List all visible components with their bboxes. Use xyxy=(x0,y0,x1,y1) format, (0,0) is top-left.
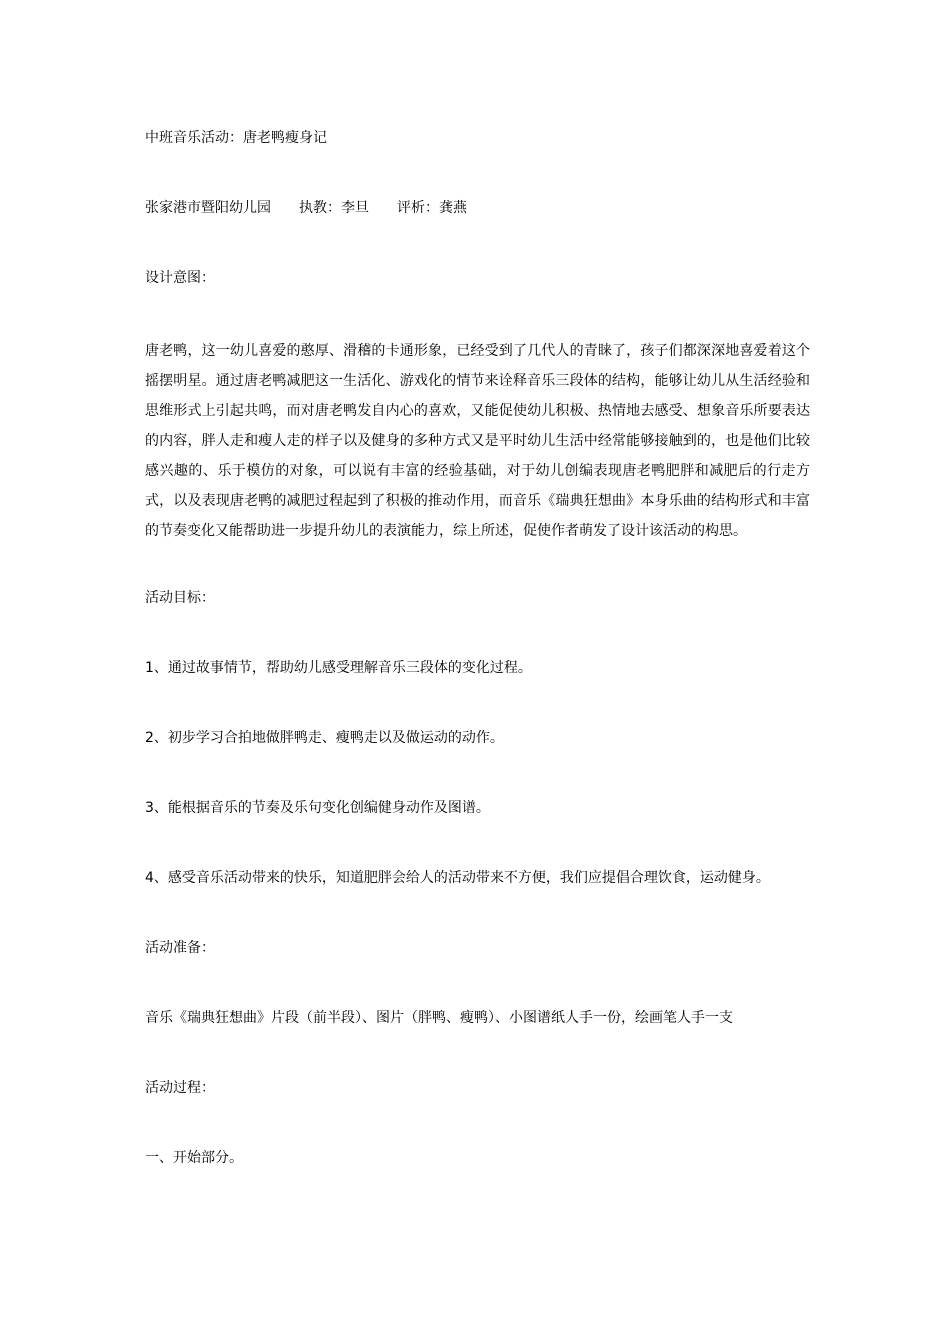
spacer xyxy=(145,546,810,586)
document-body xyxy=(145,126,810,1170)
spacer xyxy=(145,960,810,1006)
prep-heading: 活动准备： xyxy=(145,940,215,956)
goal-item-2 xyxy=(145,726,810,750)
goal-text: 、初步学习合拍地做胖鸭走、瘦鸭走以及做运动的动作。 xyxy=(153,730,504,746)
process-heading: 活动过程： xyxy=(145,1080,215,1096)
goal-text: 、能根据音乐的节奏及乐句变化创编健身动作及图谱。 xyxy=(153,800,490,816)
spacer xyxy=(145,750,810,796)
design-intent-paragraph: 唐老鸭，这一幼儿喜爱的憨厚、滑稽的卡通形象，已经受到了几代人的青睐了，孩子们都深深地喜爱着这个摇摆明星。通过唐老鸭减肥这一生活化、游戏化的情节来诠释音乐三段体的结构，能够让幼儿从生活经验和思维形式上引起共鸣，而对唐老鸭发自内心的喜欢，又能促使幼儿积极、热情地去感受、想象音乐所要表达的内容，胖人走和瘦人走的样子以及健身的多种方式又是平时幼儿生活中经常能够接触到的，也是他们比较感兴趣的、乐于模仿的对象，可以说有丰富的经验基础，对于幼儿创编表现唐老鸭肥胖和减肥后的行走方式，以及表现唐老鸭的减肥过程起到了积极的推动作用，而音乐《瑞典狂想曲》本身乐曲的结构形式和丰富的节奏变化又能帮助进一步提升幼儿的表演能力，综上所述，促使作者萌发了设计该活动的构思。 xyxy=(145,343,810,539)
goal-number: 3 xyxy=(145,800,154,816)
spacer xyxy=(145,820,810,866)
spacer xyxy=(145,1100,810,1146)
goal-item-1 xyxy=(145,656,810,680)
spacer xyxy=(145,890,810,936)
goal-text: 、通过故事情节，帮助幼儿感受理解音乐三段体的变化过程。 xyxy=(153,660,532,676)
spacer xyxy=(145,1030,810,1076)
meta-reviewer: 评析：龚燕 xyxy=(397,200,467,216)
goal-text: 、感受音乐活动带来的快乐，知道肥胖会给人的活动带来不方便，我们应提倡合理饮食，运动健身。 xyxy=(153,870,770,886)
spacer xyxy=(145,290,810,336)
goal-item-4 xyxy=(145,866,810,890)
meta-school: 张家港市暨阳幼儿园 xyxy=(145,200,271,216)
design-intent-heading: 设计意图： xyxy=(145,270,215,286)
spacer xyxy=(145,220,810,266)
spacer xyxy=(145,680,810,726)
meta-teacher: 执教：李旦 xyxy=(299,200,369,216)
prep-text: 音乐《瑞典狂想曲》片段（前半段）、图片（胖鸭、瘦鸭）、小图谱纸人手一份，绘画笔人手一支 xyxy=(145,1010,733,1026)
goals-heading: 活动目标： xyxy=(145,590,215,606)
document-title: 中班音乐活动：唐老鸭瘦身记 xyxy=(145,130,327,146)
goal-number: 2 xyxy=(145,730,154,746)
spacer xyxy=(145,150,810,196)
goal-number: 1 xyxy=(145,660,154,676)
document-meta xyxy=(145,196,810,220)
process-step-1: 一、开始部分。 xyxy=(145,1150,243,1166)
spacer xyxy=(145,610,810,656)
goal-item-3 xyxy=(145,796,810,820)
goal-number: 4 xyxy=(145,870,154,886)
